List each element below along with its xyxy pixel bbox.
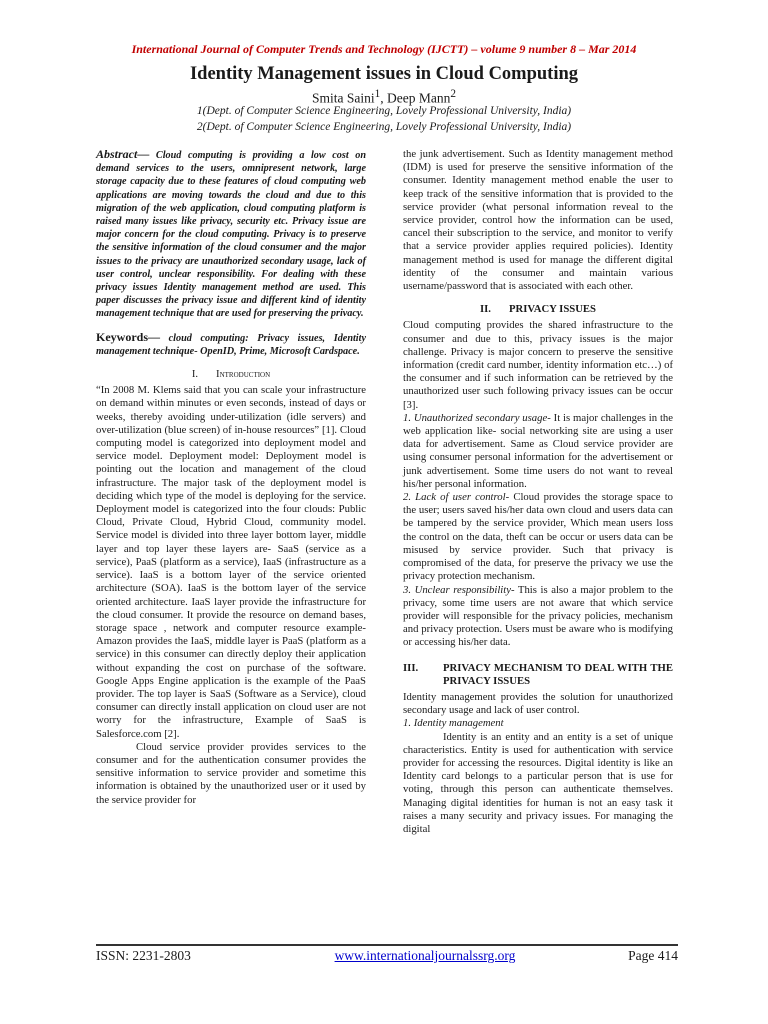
paper-title: Identity Management issues in Cloud Computing <box>189 64 579 84</box>
keywords-text: cloud computing: Privacy issues, Identity management technique- OpenID, Prime, Microsoft Cardspace. <box>96 332 366 357</box>
journal-website-link[interactable]: www.internationaljournalssrg.org <box>334 948 516 963</box>
subsection-identity-management: 1. Identity management <box>403 717 504 730</box>
section-heading-privacy-issues <box>403 303 673 316</box>
abstract-lead: Abstract— <box>96 147 150 161</box>
privacy-item-1 <box>403 412 673 491</box>
abstract-text: Cloud computing is providing a low cost on demand services to the users, omnipresent network, large storage capacity due to these features of cloud computing web applications are moving towards the cloud and due to this migration of the web application, cloud computing platform is raised many issues like privacy, security etc. Privacy issue are major concern for the cloud computing. Privacy is to preserve the sensitive information of the cloud consumer and the major issues to the privacy are unauthorized secondary usage, lack of user control, unclear responsibility. For dealing with these privacy issues Identity management method are used. This paper discusses the privacy issue and different kind of identity management technique that are used for preserving the privacy. <box>96 150 366 320</box>
right-column <box>403 148 673 836</box>
item-text: It is major challenges in the web application like- social networking site are using a user data for advertisement. Same as Cloud service provider are using consumer personal information for the advertisement or junk advertisement. Some time users do not want to reveal his/her personal information. <box>403 411 674 490</box>
section-number: III. <box>403 661 419 674</box>
mechanism-paragraph: Identity management provides the solution for unauthorized secondary usage and lack of user control. <box>403 690 673 717</box>
section-heading-privacy-mechanism <box>403 662 673 688</box>
privacy-item-2 <box>403 491 673 583</box>
item-lead: 2. Lack of user control- <box>403 491 510 504</box>
section-number: II. <box>479 303 491 316</box>
section-title: PRIVACY MECHANISM TO DEAL WITH THE PRIVACY ISSUES <box>443 661 673 687</box>
issn: ISSN: 2231-2803 <box>96 948 191 963</box>
identity-paragraph: Identity is an entity and an entity is a set of unique characteristics. Entity is used for authentication with service provider for accessing the resources. Digital identity is like an Identity card belongs to a particular person that is use for voting, through this person can authenticate themselves. Managing digital identities for human is not an easy task it raises a many security and privacy issues. For managing the digital <box>403 730 673 835</box>
author-line <box>0 88 768 107</box>
affiliation-1: 1(Dept. of Computer Science Engineering, Lovely Professional University, India) <box>196 105 572 117</box>
section-title: PRIVACY ISSUES <box>508 303 596 316</box>
intro-paragraph-1: “In 2008 M. Klems said that you can scale your infrastructure on demand within minutes or even seconds, instead of days or weeks, thereby avoiding under-utilization (idle servers) and over-utilization (blue screen) of in-house resources” [1]. Cloud computing model is categorized into deployment model and service model. Deployment model: Deployment model is pointing out the location and management of the cloud infrastructure. The major task of the deployment model is deciding which type of the model is deploying for the service. Deployment model is categorized into the four clouds: Public Cloud, Private Cloud, Hybrid Cloud, community model. Service model is divided into three layer bottom layer, middle layer and top layer these layers are- SaaS (service as a service), PaaS (platform as a service), IaaS (infrastructure as a service). IaaS is a bottom layer of the service oriented architecture (SOA). IaaS is the bottom layer of the service oriented architecture. IaaS layer provide the infrastructure for the cloud consumer. It provide the resource on demand bases, storage space , network and computer resource example- Amazon provides the IaaS, middle layer is PaaS (platform as a service) in this consumer can directly deploy their application without expanding the cost on purchase of the software. Google Apps Engine application is the example of the PaaS provider. The top layer is SaaS (Software as a Service), cloud consumer can directly install application on cloud user are not worry for the infrastructure, Example of SaaS is Salesforce.com [2]. <box>96 384 366 740</box>
privacy-item-3 <box>403 584 673 650</box>
item-text: Cloud provides the storage space to the user; users saved his/her data own cloud and users data can be tampered by the service provider, Which mean users loss the control on the data, theft can be occur or users data can be misused by service provider. Such that privacy is compromised of the data, for preserve the privacy we use the privacy protection mechanism. <box>403 491 674 583</box>
left-column <box>96 148 366 807</box>
author-2: , Deep Mann <box>380 90 451 106</box>
page-footer <box>96 946 678 970</box>
author-2-sup: 2 <box>450 88 456 100</box>
author-1: Smita Saini <box>312 90 375 106</box>
item-lead: 1. Unauthorized secondary usage- <box>403 411 551 424</box>
affiliation-2: 2(Dept. of Computer Science Engineering, Lovely Professional University, India) <box>196 121 572 133</box>
section-title: Introduction <box>216 368 271 381</box>
keywords-lead: Keywords— <box>96 329 160 344</box>
page-number: Page 414 <box>628 948 678 963</box>
keywords <box>96 331 366 358</box>
right-paragraph-1: the junk advertisement. Such as Identity management method (IDM) is used for preserve the sensitive information of the consumer. Identity management method enable the user to keep track of the sensitive information that is provided to the service provider (what personal information reveal to the service provider, control how the information can be used, cancel their subscription to the service, and monitor to verify that a service provider applies required policies). Identity management method is used for manage the different digital identity of the consumer and maintain various username/password that is associated with each other. <box>403 148 673 293</box>
intro-paragraph-2: Cloud service provider provides services to the consumer and for the authentication consumer provides the sensitive information to service provider and sometime this information is obtained by the unauthorized user or it used by the service provider for <box>96 740 366 806</box>
privacy-paragraph: Cloud computing provides the shared infrastructure to the consumer and due to this, privacy issues is the major challenge. Privacy is major concern to preserve the sensitive information (credit card number, identity information etc…) of the consumer and if such information can be retrieved by the unauthorized user such following privacy issues can be occur [3]. <box>403 319 673 411</box>
author-1-sup: 1 <box>374 88 381 100</box>
section-heading-introduction <box>96 368 366 381</box>
journal-header: International Journal of Computer Trends and Technology (IJCTT) – volume 9 number 8 – Mar 2014 <box>131 42 637 56</box>
item-text: This is also a major problem to the privacy, some time users are not aware that which service provider will responsible for the privacy policies, mechanism and privacy protection. Users must be aware who is modifying or accessing his/her data. <box>403 583 673 649</box>
section-number: I. <box>191 368 199 381</box>
item-lead: 3. Unclear responsibility- <box>403 583 515 596</box>
abstract <box>96 148 366 321</box>
